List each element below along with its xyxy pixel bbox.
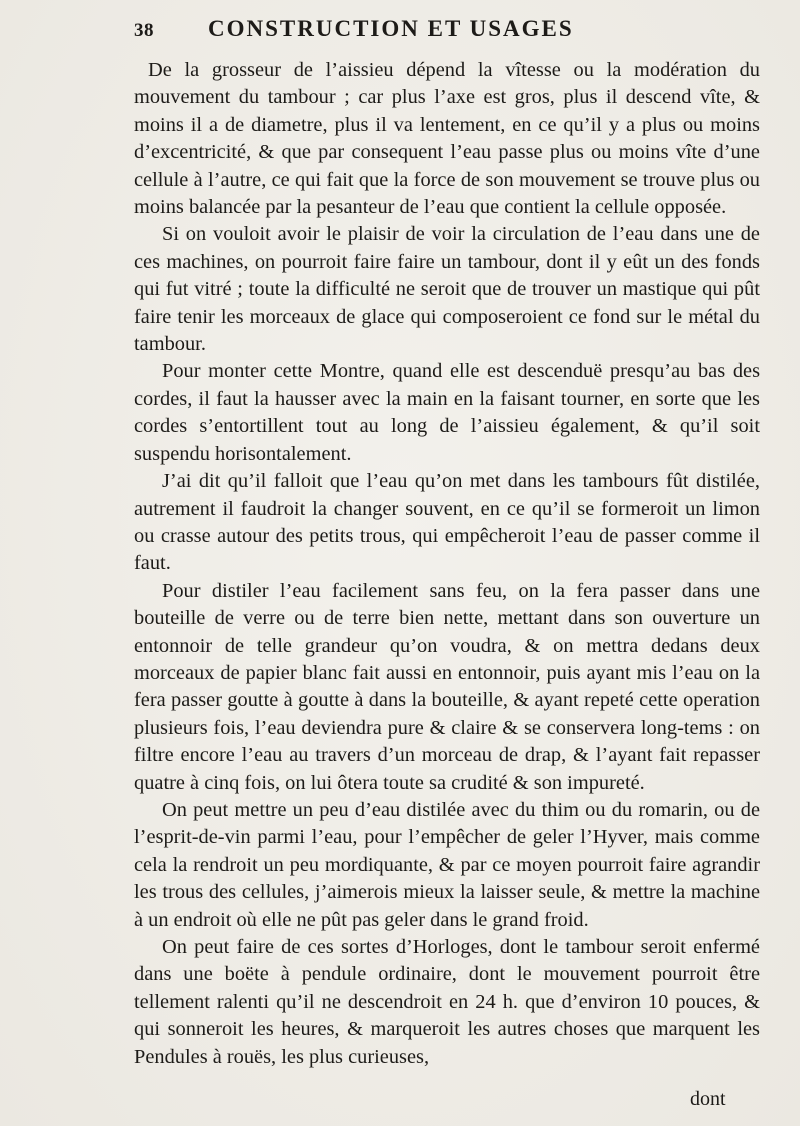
paragraph: Si on vouloit avoir le plaisir de voir la circulation de l’eau dans une de ces machines, on pourroit faire faire un tambour, dont il y eût un des fonds qui fut vitré ; toute la difficulté ne seroit que de trouver un mastique qui pût faire tenir les morceaux de glace qui composeroient ce fond sur le métal du tambour. [134, 223, 760, 356]
paragraph: On peut mettre un peu d’eau distilée avec du thim ou du romarin, ou de l’esprit-de-vin parmi l’eau, pour l’empêcher de geler l’Hyver, mais comme cela la rendroit un peu mordiquante, & par ce moyen pourroit faire agrandir les trous des cellules, j’aimerois mieux la laisser seule, & mettre la machine à un endroit où elle ne pût pas geler dans le grand froid. [134, 798, 760, 931]
paragraph: De la grosseur de l’aissieu dépend la vîtesse ou la modération du mouvement du tambour ; car plus l’axe est gros, plus il descend vîte, & moins il a de diametre, plus il va lentement, en ce qu’il y a plus ou moins d’excentricité, & que par consequent l’eau passe plus ou moins vîte d’une cellule à l’autre, ce qui fait que la force de son mouvement se trouve plus ou moins balancée par la pesanteur de l’eau que contient la cellule opposée. [134, 59, 760, 219]
paragraph: Pour distiler l’eau facilement sans feu, on la fera passer dans une bouteille de verre ou de terre bien nette, mettant dans son ouverture un entonnoir de telle grandeur qu’on voudra, & on mettra dedans deux morceaux de papier blanc fait aussi en entonnoir, puis ayant mis l’eau on la fera passer goutte à goutte à dans la bouteille, & ayant repeté cette operation plusieurs fois, l’eau deviendra pure & claire & se conservera long-tems : on filtre encore l’eau au travers d’un morceau de drap, & l’ayant fait repasser quatre à cinq fois, on lui ôtera toute sa crudité & son impureté. [134, 579, 760, 794]
paragraph: J’ai dit qu’il falloit que l’eau qu’on met dans les tambours fût distilée, autrement il faudroit la changer souvent, en ce qu’il se formeroit un limon ou crasse autour des petits trous, qui empêcheroit l’eau de passer comme il faut. [134, 470, 760, 575]
catchword: dont [690, 1088, 726, 1110]
page-number: 38 [134, 20, 154, 41]
body-text [134, 57, 760, 1071]
paragraph: On peut faire de ces sortes d’Horloges, dont le tambour seroit enfermé dans une boëte à pendule ordinaire, dont le mouvement pourroit être tellement ralenti qu’il ne descendroit en 24 h. que d’environ 10 pouces, & qui sonneroit les heures, & marqueroit les autres choses que marquent les Pendules à rouës, les plus curieuses, [134, 936, 760, 1068]
paragraph: Pour monter cette Montre, quand elle est descenduë presqu’au bas des cordes, il faut la hausser avec la main en la faisant tourner, en sorte que les cordes s’entortillent tout au long de l’aissieu également, & qu’il soit suspendu horisontalement. [134, 360, 760, 465]
running-title: CONSTRUCTION ET USAGES [208, 16, 574, 41]
page-header [134, 16, 754, 42]
